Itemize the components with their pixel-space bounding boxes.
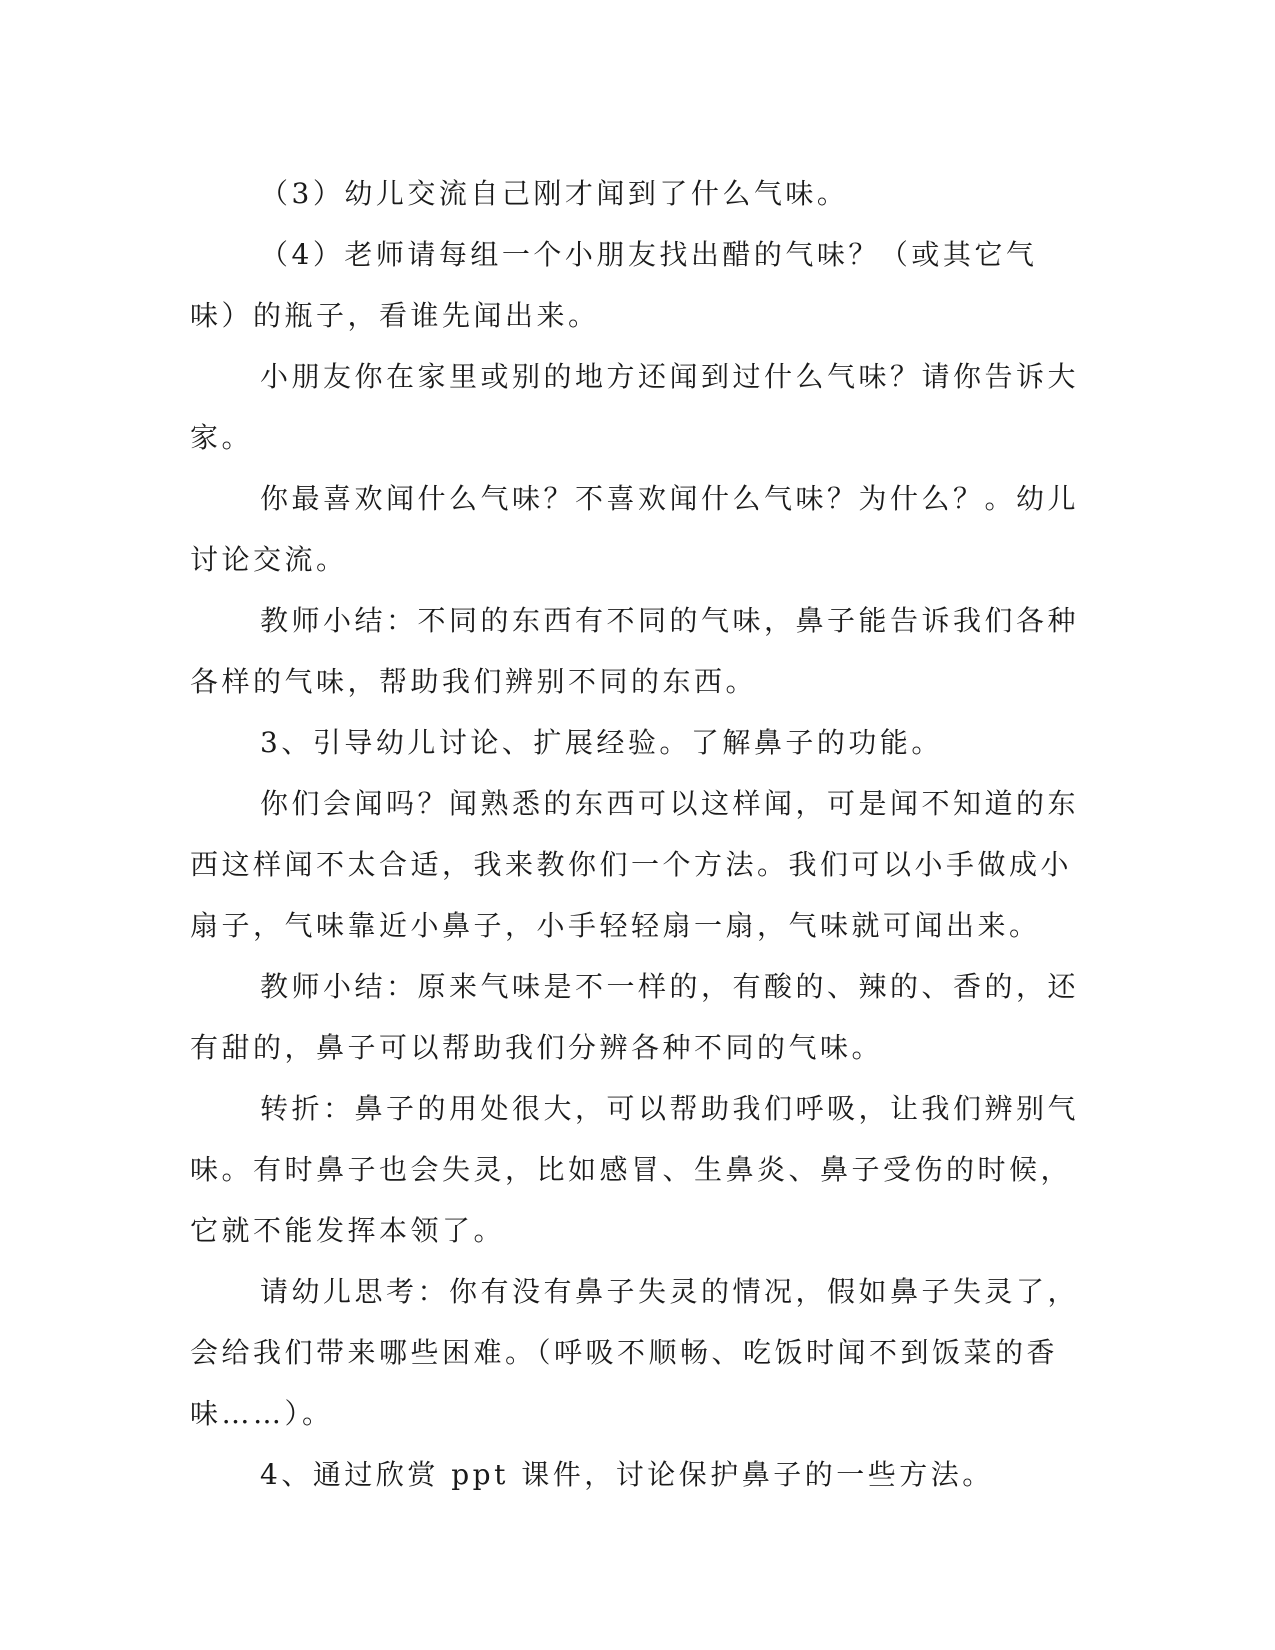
- paragraph-6: 3、引导幼儿讨论、扩展经验。了解鼻子的功能。: [260, 726, 943, 759]
- document-body: [190, 163, 1082, 1505]
- paragraph-10: 请幼儿思考：你有没有鼻子失灵的情况，假如鼻子失灵了，会给我们带来哪些困难。（呼吸不顺畅、吃饭时闻不到饭菜的香味……）。: [190, 1275, 1080, 1430]
- paragraph-11: 4、通过欣赏 ppt 课件，讨论保护鼻子的一些方法。: [260, 1458, 994, 1491]
- paragraph-7: 你们会闻吗？闻熟悉的东西可以这样闻，可是闻不知道的东西这样闻不太合适，我来教你们一个方法。我们可以小手做成小扇子，气味靠近小鼻子，小手轻轻扇一扇，气味就可闻出来。: [190, 787, 1080, 942]
- paragraph-8: 教师小结：原来气味是不一样的，有酸的、辣的、香的，还有甜的，鼻子可以帮助我们分辨各种不同的气味。: [190, 970, 1080, 1064]
- paragraph-3: 小朋友你在家里或别的地方还闻到过什么气味？请你告诉大家。: [190, 360, 1080, 454]
- paragraph-5: 教师小结：不同的东西有不同的气味，鼻子能告诉我们各种各样的气味，帮助我们辨别不同的东西。: [190, 604, 1080, 698]
- paragraph-1: （3）幼儿交流自己刚才闻到了什么气味。: [260, 177, 849, 210]
- paragraph-9: 转折：鼻子的用处很大，可以帮助我们呼吸，让我们辨别气味。有时鼻子也会失灵，比如感冒、生鼻炎、鼻子受伤的时候，它就不能发挥本领了。: [190, 1092, 1080, 1247]
- paragraph-2: （4）老师请每组一个小朋友找出醋的气味？（或其它气味）的瓶子，看谁先闻出来。: [190, 238, 1038, 332]
- paragraph-4: 你最喜欢闻什么气味？不喜欢闻什么气味？为什么？。幼儿讨论交流。: [190, 482, 1080, 576]
